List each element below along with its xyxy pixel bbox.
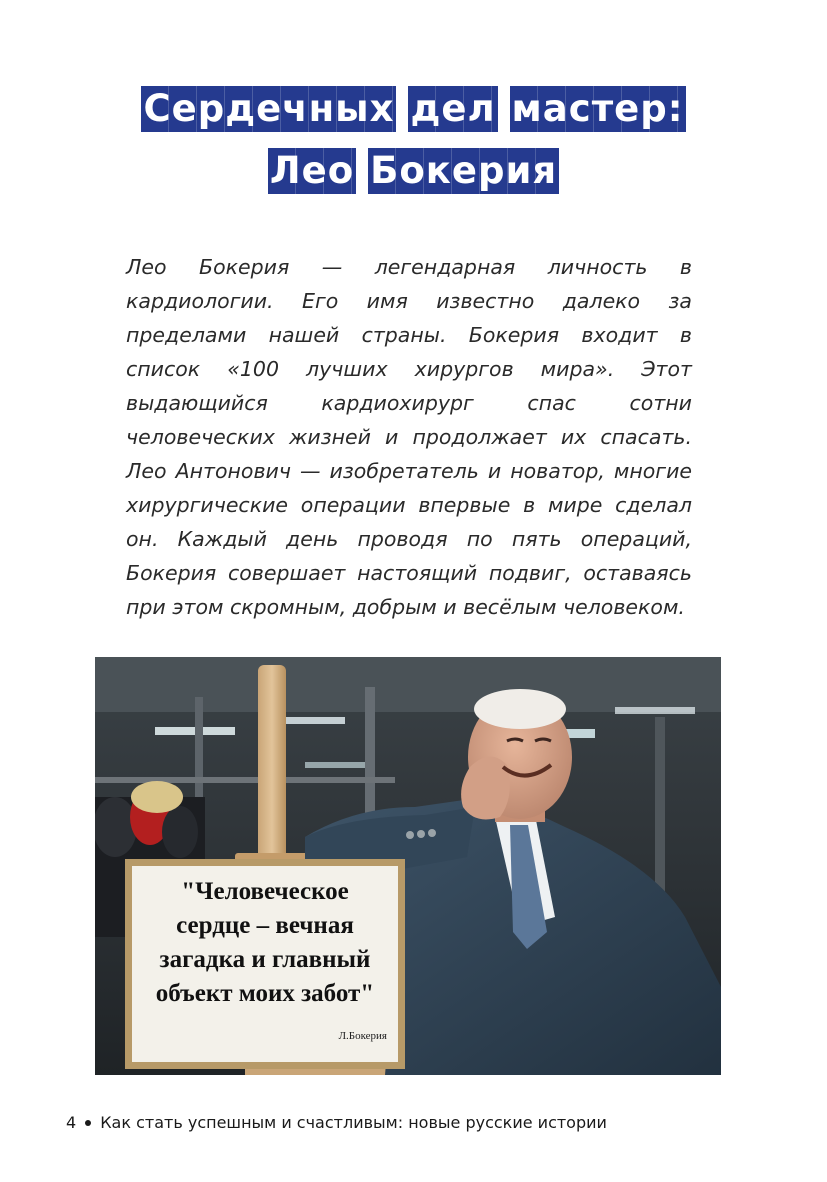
page-footer	[66, 1113, 607, 1132]
title-word: Сердечных	[143, 87, 395, 130]
sign-line-4: объект моих забот"	[155, 980, 375, 1007]
sign-line-2: сердце – вечная	[176, 912, 354, 939]
chapter-title-line-1	[0, 86, 827, 148]
chapter-title	[0, 86, 827, 210]
bullet-icon	[85, 1120, 91, 1126]
title-word: Бокерия	[370, 149, 558, 192]
sign-line-1: "Человеческое	[181, 878, 349, 905]
sign-line-3: загадка и главный	[159, 946, 371, 973]
sign-signature: Л.Бокерия	[338, 1030, 387, 1042]
chapter-title-line-2	[0, 148, 827, 210]
title-word: Лео	[269, 149, 355, 192]
portrait-photo	[95, 657, 721, 1075]
photo-illustration	[95, 657, 721, 1075]
running-title: Как стать успешным и счастливым: новые русские истории	[100, 1113, 607, 1132]
title-word: мастер:	[511, 87, 684, 130]
title-word: дел	[410, 87, 496, 130]
lead-paragraph: Лео Бокерия — легендарная личность в кардиологии. Его имя известно далеко за пределами нашей страны. Бокерия входит в список «100 лучших хирургов мира». Этот выдающийся кардиохирург спас сотни человеческих жизней и продолжает их спасать. Лео Антонович — изобретатель и новатор, многие хирургические операции впервые в мире сделал он. Каждый день проводя по пять операций, Бокерия совершает настоящий подвиг, оставаясь при этом скромным, добрым и весёлым человеком.	[126, 255, 692, 619]
page-number: 4	[66, 1113, 77, 1132]
